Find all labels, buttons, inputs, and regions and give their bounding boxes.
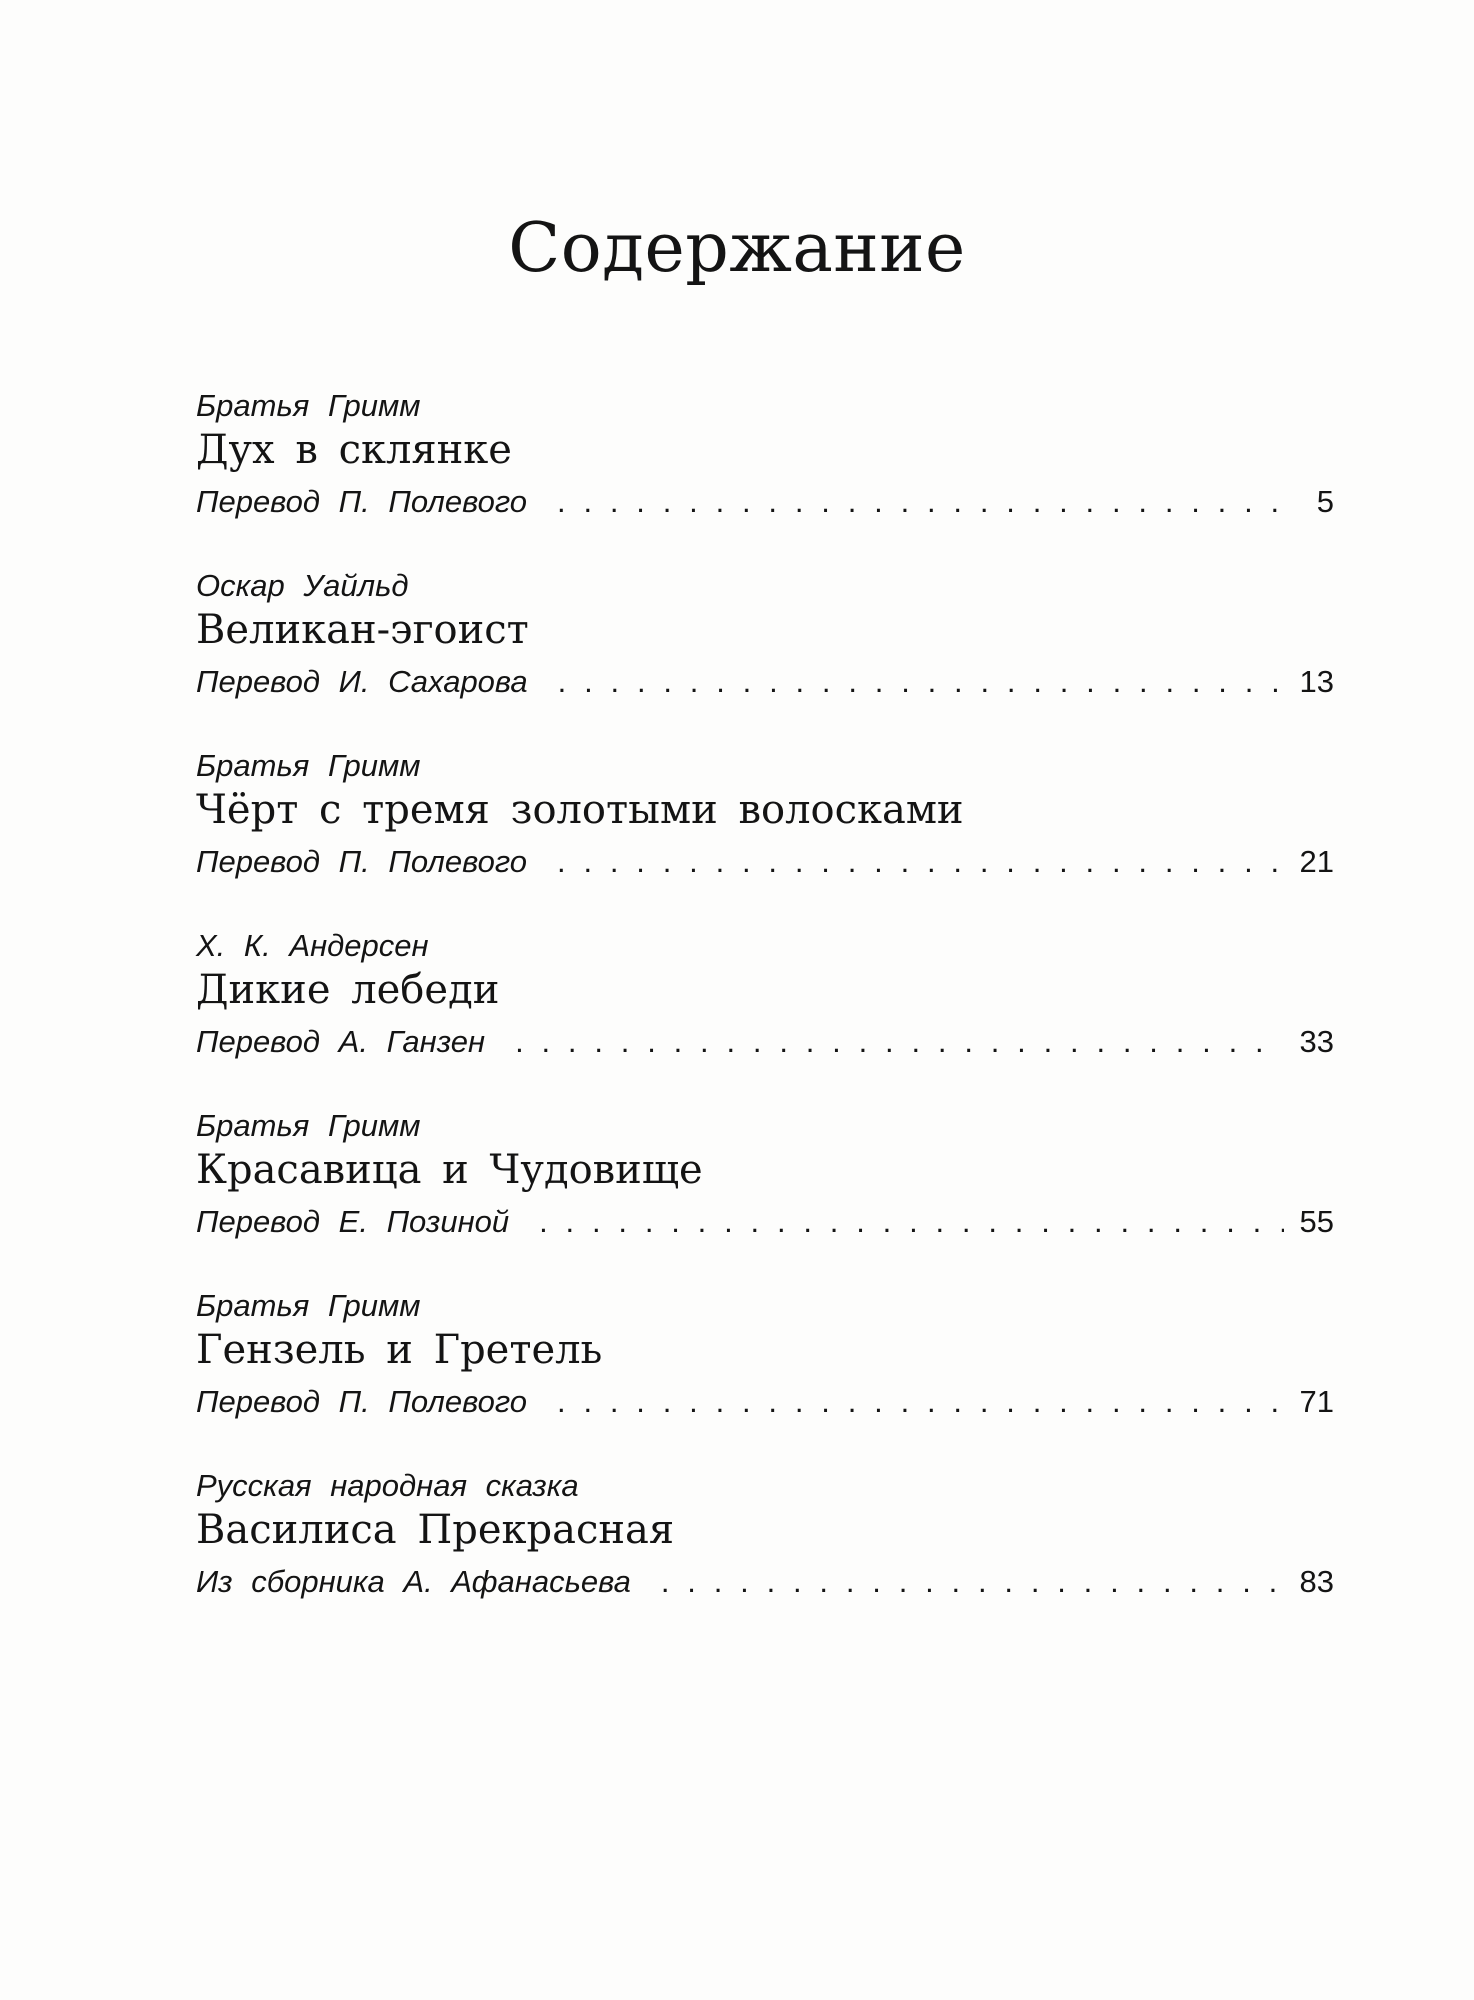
entry-title[interactable]: Дикие лебеди (196, 967, 500, 1013)
entry-credit-line (196, 1382, 1334, 1422)
toc-entry[interactable] (196, 1288, 1334, 1438)
entry-page-number[interactable]: 33 (1299, 1024, 1334, 1059)
entry-page-number[interactable]: 21 (1299, 844, 1334, 879)
entry-title[interactable]: Гензель и Гретель (196, 1327, 603, 1373)
entry-title[interactable]: Великан-эгоист (196, 607, 529, 653)
entry-page-number[interactable]: 71 (1299, 1384, 1334, 1419)
dot-leader (558, 662, 1284, 702)
entry-author: Братья Гримм (196, 748, 421, 783)
entry-credit-line (196, 1562, 1334, 1602)
entry-translator: Перевод А. Ганзен (196, 1024, 486, 1059)
entry-credit-line (196, 482, 1334, 522)
toc-entry[interactable] (196, 388, 1334, 538)
entry-title[interactable]: Чёрт с тремя золотыми волосками (196, 787, 964, 833)
page-title: Содержание (508, 209, 966, 288)
dot-leader (515, 1022, 1284, 1062)
entry-credit-line (196, 1022, 1334, 1062)
dot-leader (557, 482, 1284, 522)
toc-entry[interactable] (196, 1108, 1334, 1258)
entry-translator: Перевод П. Полевого (196, 844, 528, 879)
entry-author: Братья Гримм (196, 388, 421, 423)
entry-credit-line (196, 842, 1334, 882)
dot-leader (539, 1202, 1284, 1242)
entry-author: Русская народная сказка (196, 1468, 579, 1503)
dot-leader (661, 1562, 1284, 1602)
entry-credit-line (196, 1202, 1334, 1242)
entry-author: Оскар Уайльд (196, 568, 409, 603)
entry-translator: Перевод П. Полевого (196, 1384, 528, 1419)
entry-translator: Перевод Е. Позиной (196, 1204, 510, 1239)
dot-leader (557, 1382, 1284, 1422)
toc-entry[interactable] (196, 928, 1334, 1078)
entry-title[interactable]: Василиса Прекрасная (196, 1507, 675, 1553)
entry-author: Х. К. Андерсен (196, 928, 429, 963)
entry-title[interactable]: Дух в склянке (196, 427, 512, 473)
entry-title[interactable]: Красавица и Чудовище (196, 1147, 703, 1193)
entry-page-number[interactable]: 83 (1299, 1564, 1334, 1599)
entry-author: Братья Гримм (196, 1288, 421, 1323)
entry-page-number[interactable]: 5 (1316, 484, 1334, 519)
entry-page-number[interactable]: 13 (1299, 664, 1334, 699)
entry-author: Братья Гримм (196, 1108, 421, 1143)
entry-page-number[interactable]: 55 (1299, 1204, 1334, 1239)
toc-entry[interactable] (196, 748, 1334, 898)
entry-credit-line (196, 662, 1334, 702)
entry-translator: Перевод И. Сахарова (196, 664, 528, 699)
dot-leader (557, 842, 1284, 882)
toc-entry[interactable] (196, 568, 1334, 718)
toc-entry[interactable] (196, 1468, 1334, 1618)
entry-translator: Из сборника А. Афанасьева (196, 1564, 631, 1599)
entry-translator: Перевод П. Полевого (196, 484, 528, 519)
